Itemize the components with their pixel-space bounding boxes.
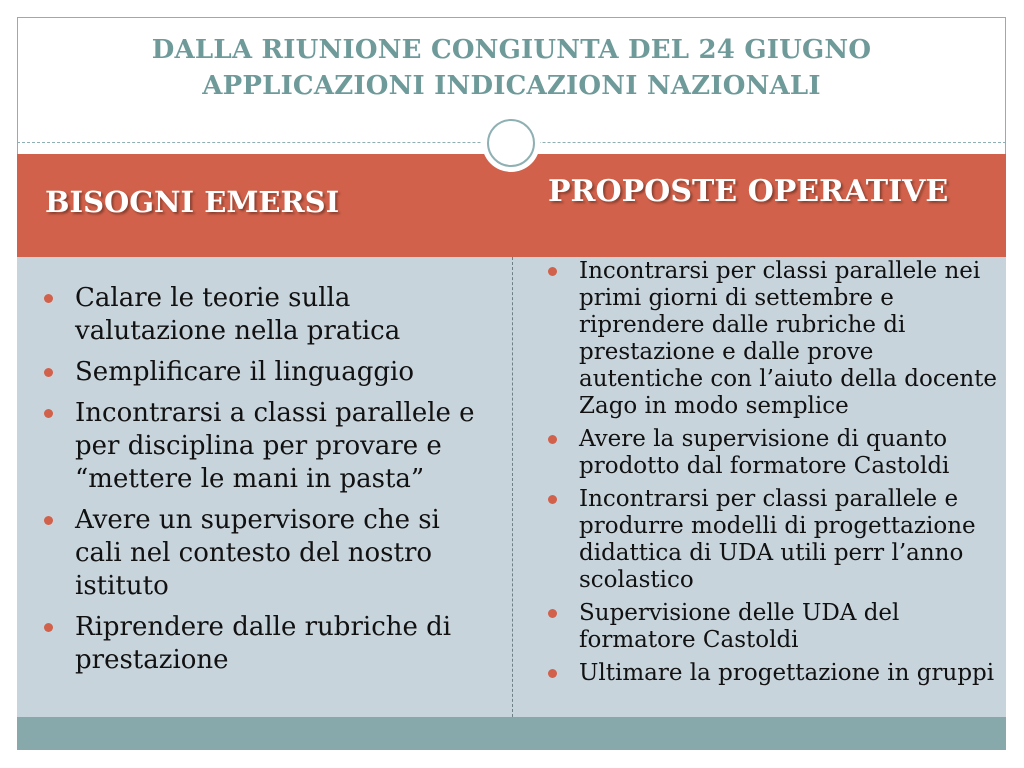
footer-band (17, 717, 1006, 750)
list-item-text: Incontrarsi per classi parallele nei primi giorni di settembre e riprendere dalle rubriche di prestazione e dalle prove autentiche con l’aiuto della docente Zago in modo semplice (579, 258, 998, 419)
left-column-header: BISOGNI EMERSI (45, 185, 340, 219)
list-item-text: Ultimare la progettazione in gruppi (579, 660, 995, 686)
list-item-text: Semplificare il linguaggio (75, 357, 415, 387)
list-item (44, 282, 494, 348)
list-item (44, 504, 494, 603)
list-item (44, 611, 494, 677)
list-item (548, 426, 998, 480)
bullet-icon (44, 623, 53, 632)
list-item (548, 486, 998, 594)
bullet-icon (44, 294, 53, 303)
title-line-1: DALLA RIUNIONE CONGIUNTA DEL 24 GIUGNO (151, 35, 872, 65)
bullet-icon (548, 267, 557, 276)
bullet-icon (44, 516, 53, 525)
bullet-icon (44, 368, 53, 377)
bullet-icon (548, 669, 557, 678)
title-line-2: APPLICAZIONI INDICAZIONI NAZIONALI (202, 71, 821, 101)
bullet-icon (548, 435, 557, 444)
list-item (548, 258, 998, 420)
list-item (44, 397, 494, 496)
list-item-text: Incontrarsi a classi parallele e per disciplina per provare e “mettere le mani in pasta” (75, 398, 475, 494)
right-column-header: PROPOSTE OPERATIVE (548, 174, 949, 209)
ornament-ring (487, 119, 535, 167)
list-item-text: Avere la supervisione di quanto prodotto dal formatore Castoldi (579, 426, 950, 479)
slide-title (17, 32, 1006, 104)
list-item-text: Supervisione delle UDA del formatore Castoldi (579, 600, 900, 653)
bullet-icon (548, 495, 557, 504)
bullet-icon (548, 609, 557, 618)
list-item-text: Avere un supervisore che si cali nel contesto del nostro istituto (75, 505, 440, 601)
proposals-list (548, 258, 998, 693)
list-item (548, 600, 998, 654)
list-item-text: Incontrarsi per classi parallele e produrre modelli di progettazione didattica di UDA utili perr l’anno scolastico (579, 486, 976, 593)
list-item (44, 356, 494, 389)
list-item (548, 660, 998, 687)
bullet-icon (44, 409, 53, 418)
list-item-text: Riprendere dalle rubriche di prestazione (75, 612, 452, 675)
needs-list (44, 282, 494, 685)
list-item-text: Calare le teorie sulla valutazione nella pratica (75, 283, 401, 346)
column-divider (512, 257, 513, 717)
